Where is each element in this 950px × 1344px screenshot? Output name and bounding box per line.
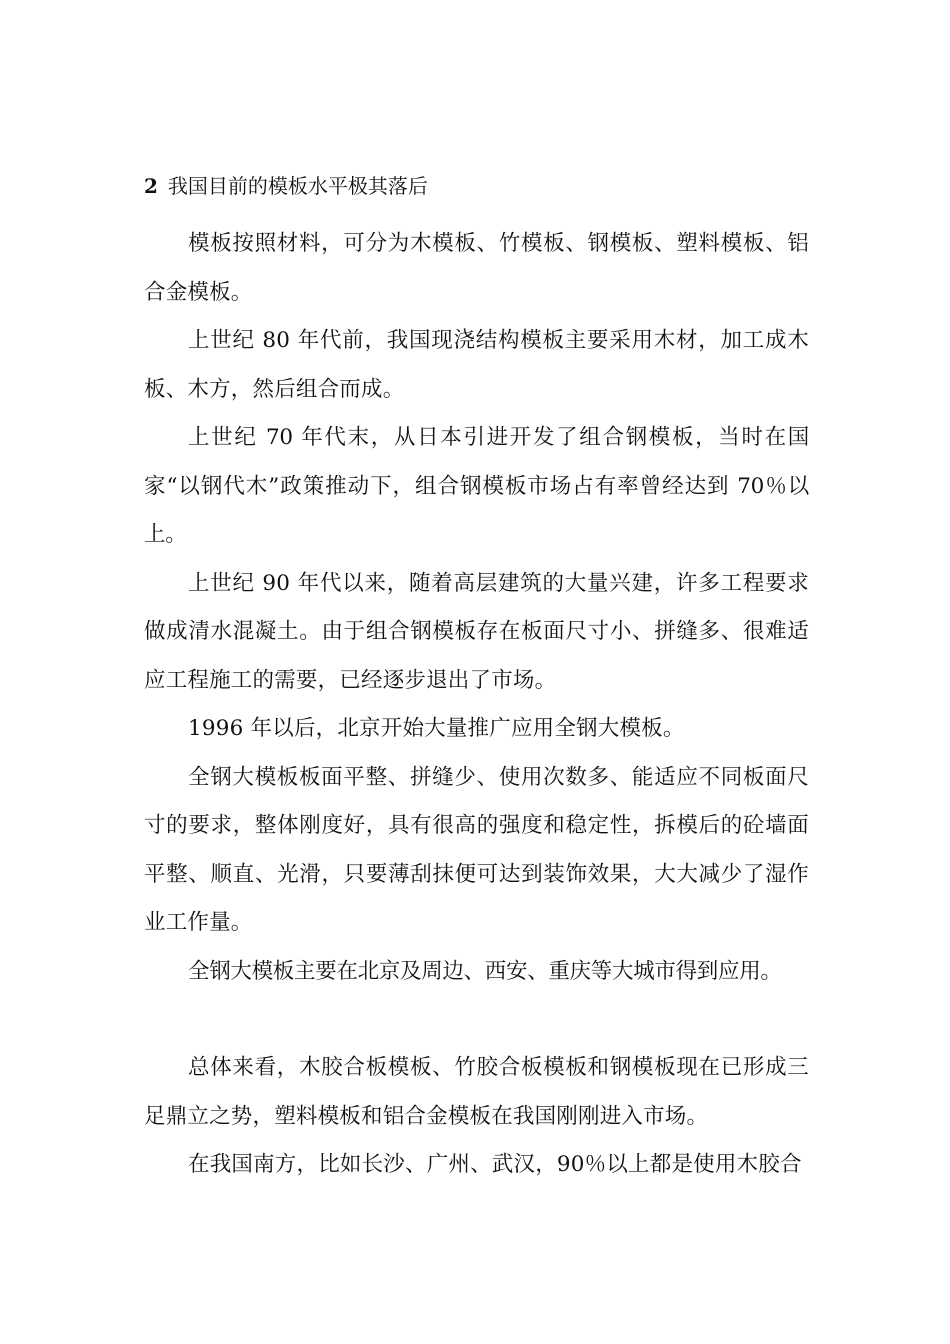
paragraph-gap <box>144 996 809 1044</box>
paragraph-south: 在我国南方，比如长沙、广州、武汉，90％以上都是使用木胶合 <box>188 1152 802 1177</box>
paragraph-1990s: 上世纪 90 年代以来，随着高层建筑的大量兴建，许多工程要求做成清水混凝土。由于组合钢模板存在板面尺寸小、拼缝多、很难适应工程施工的需要，已经逐步退出了市场。 <box>144 570 809 693</box>
paragraph-1970s: 上世纪 70 年代末，从日本引进开发了组合钢模板，当时在国家“以钢代木”政策推动下，组合钢模板市场占有率曾经达到 70％以上。 <box>144 425 809 547</box>
paragraph-steel-advantages: 全钢大模板板面平整、拼缝少、使用次数多、能适应不同板面尺寸的要求，整体刚度好，具有很高的强度和稳定性，拆模后的砼墙面平整、顺直、光滑，只要薄刮抹便可达到装饰效果，大大减少了湿作业工作量。 <box>144 764 809 935</box>
paragraph-overview: 总体来看，木胶合板模板、竹胶合板模板和钢模板现在已形成三足鼎立之势，塑料模板和铝合金模板在我国刚刚进入市场。 <box>144 1055 809 1129</box>
paragraph-materials: 模板按照材料，可分为木模板、竹模板、钢模板、塑料模板、铝合金模板。 <box>144 231 809 305</box>
section-heading <box>144 168 809 204</box>
section-title: 我国目前的模板水平极其落后 <box>167 174 428 198</box>
document-body <box>144 168 809 1190</box>
paragraph-steel-cities: 全钢大模板主要在北京及周边、西安、重庆等大城市得到应用。 <box>188 958 782 984</box>
paragraph-1996: 1996 年以后，北京开始大量推广应用全钢大模板。 <box>188 716 685 741</box>
paragraph-pre-1980s: 上世纪 80 年代前，我国现浇结构模板主要采用木材，加工成木板、木方，然后组合而成。 <box>144 328 809 402</box>
section-number: 2 <box>144 174 158 198</box>
